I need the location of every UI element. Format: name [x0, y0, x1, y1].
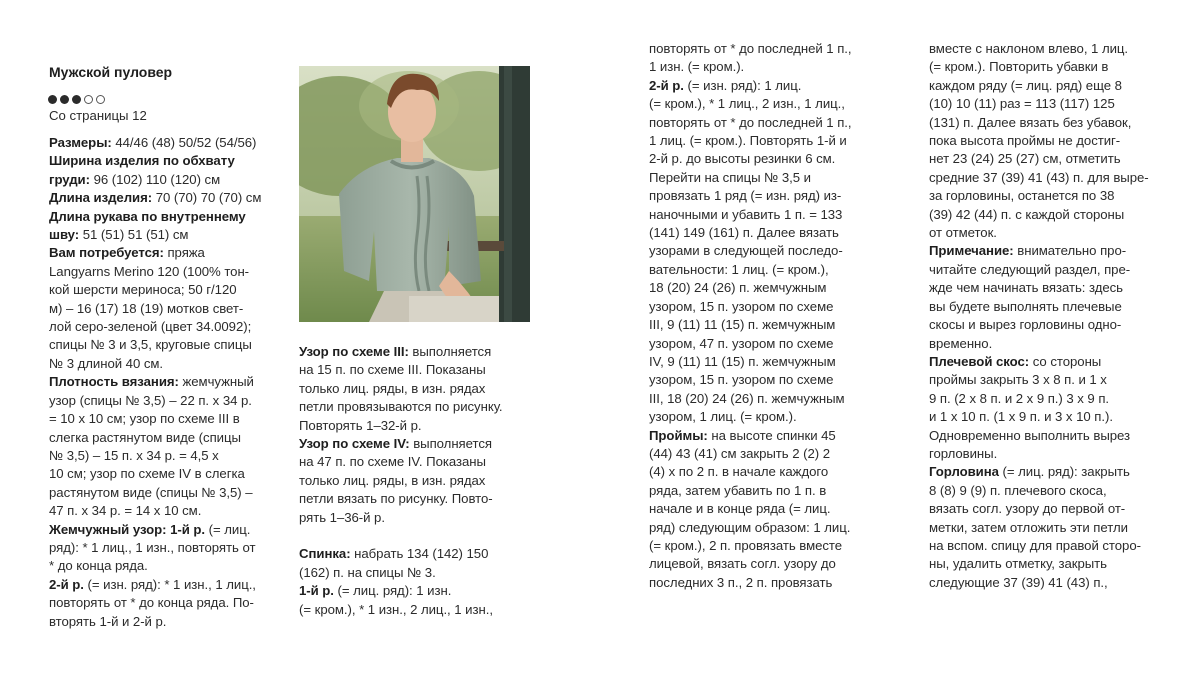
text-line: [929, 316, 1179, 334]
text-line: [929, 371, 1179, 389]
column-2-text: [299, 343, 529, 619]
body-text: вторять 1-й и 2-й р.: [49, 613, 167, 629]
bold-heading: Плотность вязания:: [49, 374, 183, 390]
body-text: ны, удалить отметку, закрыть: [929, 556, 1107, 572]
text-line: [299, 435, 529, 453]
text-line: [649, 519, 899, 537]
body-text: (= изн. ряд): 1 лиц.: [687, 77, 802, 93]
text-line: [929, 150, 1179, 168]
body-text: жемчужный: [182, 374, 254, 390]
body-text: читайте следующий раздел, пре-: [929, 261, 1131, 277]
body-text: наночными и убавить 1 п. = 133: [649, 206, 843, 222]
body-text: вязать согл. узору до первой от-: [929, 501, 1126, 517]
text-line: [929, 40, 1179, 58]
text-line: [49, 484, 289, 502]
bold-heading: Длина изделия:: [49, 190, 156, 206]
text-line: [49, 521, 289, 539]
body-text: рять 1–36-й р.: [299, 509, 385, 525]
body-text: на 15 п. по схеме III. Показаны: [299, 362, 486, 378]
bold-heading: Горловина: [929, 464, 1003, 480]
body-text: нет 23 (24) 25 (27) см, отметить: [929, 151, 1121, 167]
text-line: [49, 373, 289, 391]
body-text: узором, 15 п. узором по схеме: [649, 298, 834, 314]
body-text: повторять от * до конца ряда. По-: [49, 595, 254, 611]
bold-heading: Ширина изделия по обхвату: [49, 153, 235, 169]
body-text: (= лиц. ряд): закрыть: [1002, 464, 1130, 480]
body-text: кой шерсти мериноса; 50 г/120: [49, 282, 237, 298]
bold-heading: Жемчужный узор: 1-й р.: [49, 521, 209, 537]
text-line: [49, 281, 289, 299]
body-text: (= кром.), * 1 изн., 2 лиц., 1 изн.,: [299, 601, 493, 617]
body-text: III, 18 (20) 24 (26) п. жемчужным: [649, 390, 845, 406]
body-text: жде чем начинать вязать: здесь: [929, 280, 1123, 296]
text-line: [649, 335, 899, 353]
text-line: [49, 410, 289, 428]
text-line: [49, 465, 289, 483]
filled-dot-icon: [60, 95, 69, 104]
text-line: [49, 134, 289, 152]
body-text: (141) 149 (161) п. Далее вязать: [649, 225, 839, 241]
text-line: [299, 472, 529, 490]
body-text: ряда, затем убавить по 1 п. в: [649, 482, 827, 498]
body-text: 8 (8) 9 (9) п. плечевого скоса,: [929, 482, 1107, 498]
bold-heading: Узор по схеме IV:: [299, 436, 414, 452]
text-line: [649, 279, 899, 297]
body-text: выполняется: [413, 436, 492, 452]
body-text: (131) п. Далее вязать без убавок,: [929, 114, 1132, 130]
bold-heading: Спинка:: [299, 546, 355, 562]
text-line: [929, 206, 1179, 224]
text-line: [929, 95, 1179, 113]
body-text: только лиц. ряды, в изн. рядах: [299, 380, 486, 396]
text-line: [929, 463, 1179, 481]
text-line: [929, 500, 1179, 518]
body-text: III, 9 (11) 11 (15) п. жемчужным: [649, 317, 836, 333]
text-line: [49, 152, 289, 170]
text-line: [649, 427, 899, 445]
body-text: * до конца ряда.: [49, 558, 148, 574]
bold-heading: Плечевой скос:: [929, 353, 1033, 369]
text-line: [929, 77, 1179, 95]
body-text: (162) п. на спицы № 3.: [299, 564, 436, 580]
bold-heading: Узор по схеме III:: [299, 344, 413, 359]
text-line: [299, 380, 529, 398]
body-text: 10 см; узор по схеме IV в слегка: [49, 466, 245, 482]
body-text: (= изн. ряд): * 1 изн., 1 лиц.,: [87, 576, 256, 592]
body-text: провязать 1 ряд (= изн. ряд) из-: [649, 188, 842, 204]
text-line: [929, 169, 1179, 187]
text-line: [649, 261, 899, 279]
column-3-text: [649, 40, 899, 592]
text-line: [649, 371, 899, 389]
text-line: [649, 114, 899, 132]
text-line: [649, 206, 899, 224]
text-line: [49, 263, 289, 281]
article-title: Мужской пуловер: [49, 64, 173, 80]
text-line: [49, 244, 289, 262]
body-text: вместе с наклоном влево, 1 лиц.: [929, 41, 1129, 56]
difficulty-rating: [48, 95, 105, 104]
body-text: петли провязываются по рисунку.: [299, 399, 503, 415]
body-text: проймы закрыть 3 x 8 п. и 1 x: [929, 372, 1107, 388]
text-line: [649, 224, 899, 242]
text-line: [299, 490, 529, 508]
column-1-text: [49, 134, 289, 631]
text-line: [649, 390, 899, 408]
text-line: [649, 445, 899, 463]
text-line: [299, 343, 529, 361]
body-text: внимательно про-: [1017, 243, 1127, 259]
body-text: начале и в конце ряда (= лиц.: [649, 501, 831, 517]
text-line: [49, 226, 289, 244]
bold-heading: Проймы:: [649, 427, 712, 443]
body-text: Langyarns Merino 120 (100% тон-: [49, 263, 250, 279]
body-text: 44/46 (48) 50/52 (54/56): [115, 135, 257, 150]
text-line: [649, 316, 899, 334]
body-text: (39) 42 (44) п. с каждой стороны: [929, 206, 1125, 222]
text-line: [649, 95, 899, 113]
text-line: [49, 318, 289, 336]
body-text: узорами в следующей последо-: [649, 243, 843, 259]
body-text: на 47 п. по схеме IV. Показаны: [299, 454, 486, 470]
text-line: [649, 537, 899, 555]
page-reference: Со страницы 12: [49, 108, 147, 123]
bold-heading: шву:: [49, 227, 83, 243]
text-line: [929, 279, 1179, 297]
text-line: [649, 500, 899, 518]
body-text: № 3,5) – 15 п. x 34 р. = 4,5 x: [49, 447, 219, 463]
text-line: [929, 390, 1179, 408]
text-line: [929, 574, 1179, 592]
body-text: лой серо-зеленой (цвет 34.0092);: [49, 319, 252, 335]
body-text: метки, затем отложить эти петли: [929, 519, 1128, 535]
text-line: [649, 298, 899, 316]
text-line: [299, 601, 529, 619]
text-line: [49, 208, 289, 226]
text-line: [649, 242, 899, 260]
text-line: [299, 453, 529, 471]
body-text: лицевой, вязать согл. узору до: [649, 556, 836, 572]
bold-heading: Размеры:: [49, 135, 116, 150]
text-line: [929, 408, 1179, 426]
text-line: [649, 463, 899, 481]
body-text: пряжа: [167, 245, 205, 261]
text-line: [49, 336, 289, 354]
text-line: [299, 545, 529, 563]
body-text: 18 (20) 24 (26) п. жемчужным: [649, 280, 827, 296]
column-4-text: [929, 40, 1179, 592]
body-text: 51 (51) 51 (51) см: [82, 227, 189, 243]
man-in-sweater-photo: [299, 66, 530, 322]
text-line: [929, 114, 1179, 132]
text-line: [649, 555, 899, 573]
body-text: 96 (102) 110 (120) см: [93, 171, 221, 187]
text-line: [649, 169, 899, 187]
bold-heading: 2-й р.: [649, 77, 688, 93]
text-line: [649, 58, 899, 76]
body-text: 70 (70) 70 (70) см: [155, 190, 262, 206]
text-line: [929, 242, 1179, 260]
body-text: № 3 длиной 40 см.: [49, 355, 164, 371]
body-text: повторять от * до последней 1 п.,: [649, 41, 852, 56]
bold-heading: Примечание:: [929, 243, 1018, 259]
body-text: вательности: 1 лиц. (= кром.),: [649, 261, 829, 277]
body-text: 47 п. x 34 р. = 14 x 10 см.: [49, 503, 202, 519]
body-text: горловины.: [929, 445, 998, 461]
body-text: узором, 47 п. узором по схеме: [649, 335, 834, 351]
empty-dot-icon: [96, 95, 105, 104]
text-line: [49, 502, 289, 520]
text-line: [649, 187, 899, 205]
text-line: [49, 613, 289, 631]
text-line: [49, 576, 289, 594]
text-line: [649, 77, 899, 95]
bold-heading: Длина рукава по внутреннему: [49, 208, 246, 224]
body-text: временно.: [929, 335, 993, 351]
body-text: повторять от * до последней 1 п.,: [649, 114, 852, 130]
text-line: [49, 355, 289, 373]
body-text: Перейти на спицы № 3,5 и: [649, 169, 811, 185]
text-line: [649, 150, 899, 168]
text-line: [49, 300, 289, 318]
body-text: узором, 15 п. узором по схеме: [649, 372, 834, 388]
body-text: за горловины, останется по 38: [929, 188, 1115, 204]
text-line: [929, 482, 1179, 500]
text-line: [299, 564, 529, 582]
text-line: [649, 40, 899, 58]
body-text: слегка растянутом виде (спицы: [49, 429, 241, 445]
text-line: [49, 392, 289, 410]
body-text: (= лиц.: [208, 521, 251, 537]
body-text: ряд): * 1 лиц., 1 изн., повторять от: [49, 539, 256, 555]
body-text: выполняется: [412, 344, 492, 359]
body-text: спицы № 3 и 3,5, круговые спицы: [49, 337, 252, 353]
text-line: [299, 527, 529, 545]
body-text: петли вязать по рисунку. Повто-: [299, 491, 493, 507]
text-line: [299, 361, 529, 379]
body-text: только лиц. ряды, в изн. рядах: [299, 472, 486, 488]
body-text: растянутом виде (спицы № 3,5) –: [49, 484, 253, 500]
body-text: 9 п. (2 x 8 п. и 2 x 9 п.) 3 x 9 п.: [929, 390, 1110, 406]
body-text: на вспом. спицу для правой сторо-: [929, 537, 1141, 553]
empty-dot-icon: [84, 95, 93, 104]
body-text: каждом ряду (= лиц. ряд) еще 8: [929, 77, 1122, 93]
text-line: [649, 132, 899, 150]
body-text: узор (спицы № 3,5) – 22 п. x 34 р.: [49, 392, 252, 408]
bold-heading: 2-й р.: [49, 576, 88, 592]
body-text: ряд) следующим образом: 1 лиц.: [649, 519, 851, 535]
text-line: [49, 539, 289, 557]
body-text: следующие 37 (39) 41 (43) п.,: [929, 574, 1108, 590]
filled-dot-icon: [72, 95, 81, 104]
body-text: узором, 1 лиц. (= кром.).: [649, 409, 797, 425]
body-text: 1 лиц. (= кром.). Повторять 1-й и: [649, 133, 847, 149]
text-line: [299, 398, 529, 416]
text-line: [929, 187, 1179, 205]
body-text: и 1 x 10 п. (1 x 9 п. и 3 x 10 п.).: [929, 409, 1113, 425]
text-line: [929, 445, 1179, 463]
text-line: [929, 427, 1179, 445]
body-text: (= кром.), * 1 лиц., 2 изн., 1 лиц.,: [649, 96, 845, 112]
body-text: последних 3 п., 2 п. провязать: [649, 574, 833, 590]
text-line: [649, 482, 899, 500]
body-text: 2-й р. до высоты резинки 6 см.: [649, 151, 836, 167]
body-text: (= кром.), 2 п. провязать вместе: [649, 537, 843, 553]
bold-heading: 1-й р.: [299, 583, 338, 599]
text-line: [49, 447, 289, 465]
text-line: [49, 189, 289, 207]
text-line: [649, 408, 899, 426]
text-line: [49, 171, 289, 189]
body-text: (10) 10 (11) раз = 113 (117) 125: [929, 96, 1115, 112]
text-line: [49, 594, 289, 612]
body-text: Одновременно выполнить вырез: [929, 427, 1131, 443]
body-text: скосы и вырез горловины одно-: [929, 317, 1122, 333]
body-text: на высоте спинки 45: [711, 427, 836, 443]
text-line: [929, 519, 1179, 537]
text-line: [299, 417, 529, 435]
text-line: [929, 353, 1179, 371]
body-text: (44) 43 (41) см закрыть 2 (2) 2: [649, 445, 830, 461]
body-text: (= лиц. ряд): 1 изн.: [337, 583, 452, 599]
text-line: [929, 132, 1179, 150]
body-text: пока высота проймы не достиг-: [929, 133, 1121, 149]
text-line: [649, 574, 899, 592]
body-text: вы будете выполнять плечевые: [929, 298, 1122, 314]
filled-dot-icon: [48, 95, 57, 104]
text-line: [929, 224, 1179, 242]
text-line: [649, 353, 899, 371]
bold-heading: груди:: [49, 171, 94, 187]
body-text: (= кром.). Повторить убавки в: [929, 59, 1109, 75]
body-text: м) – 16 (17) 18 (19) мотков свет-: [49, 300, 244, 316]
body-text: средние 37 (39) 41 (43) п. для выре-: [929, 169, 1149, 185]
text-line: [299, 509, 529, 527]
text-line: [929, 537, 1179, 555]
text-line: [929, 298, 1179, 316]
body-text: со стороны: [1032, 353, 1102, 369]
body-text: Повторять 1–32-й р.: [299, 417, 422, 433]
body-text: набрать 134 (142) 150: [354, 546, 489, 562]
text-line: [49, 557, 289, 575]
body-text: IV, 9 (11) 11 (15) п. жемчужным: [649, 353, 836, 369]
text-line: [49, 429, 289, 447]
body-text: 1 изн. (= кром.).: [649, 59, 745, 75]
text-line: [299, 582, 529, 600]
text-line: [929, 261, 1179, 279]
text-line: [929, 335, 1179, 353]
body-text: от отметок.: [929, 225, 997, 241]
bold-heading: Вам потребуется:: [49, 245, 168, 261]
text-line: [929, 555, 1179, 573]
text-line: [929, 58, 1179, 76]
body-text: (4) x по 2 п. в начале каждого: [649, 464, 829, 480]
body-text: = 10 x 10 см; узор по схеме III в: [49, 411, 240, 427]
